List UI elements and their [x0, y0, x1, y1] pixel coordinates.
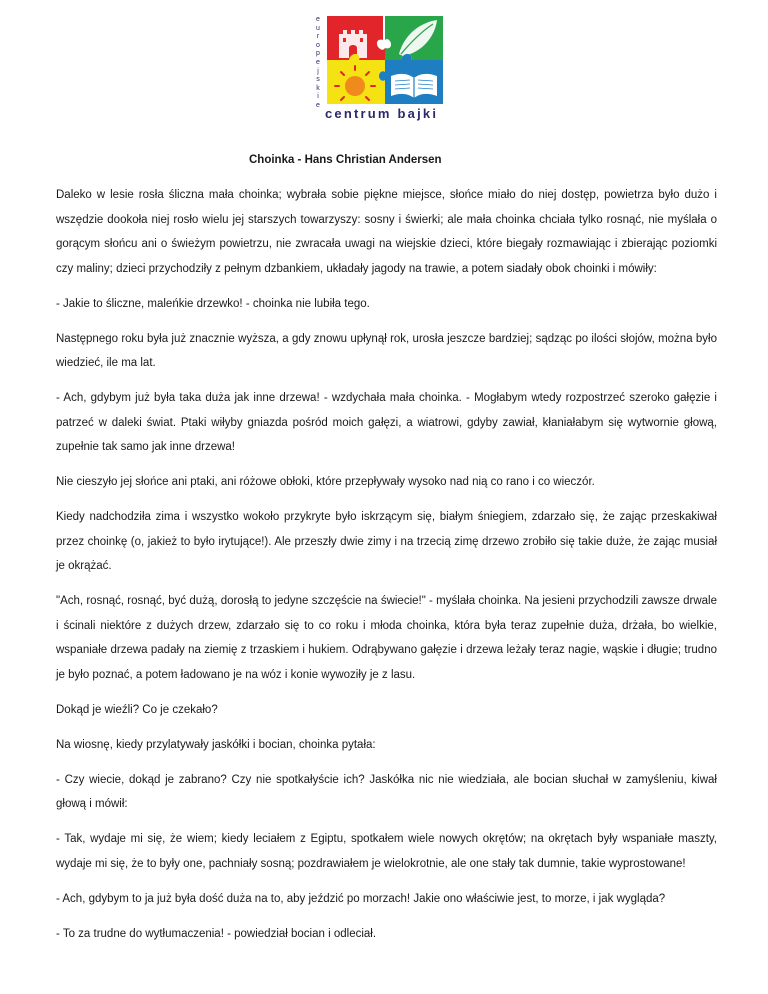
logo-letter: e [316, 58, 320, 66]
paragraph: Dokąd je wieźli? Co je czekało? [56, 703, 218, 716]
logo-letter: e [316, 101, 320, 109]
paragraph: Nie cieszyło jej słońce ani ptaki, ani różowe obłoki, które przepływały wysoko nad nią co rano i co wieczór. [56, 476, 595, 488]
story-title: Choinka - Hans Christian Andersen [249, 154, 442, 166]
paragraph: Kiedy nadchodziła zima i wszystko wokoło przykryte było iskrzącym się, białym śniegiem, zdarzało się, że zając przeskakiwał przez choinkę (o, jakież to było irytujące!). Ale przeszły dwie zimy i na trzecią zimę drzewo zrobiło się takie duże, że zając musiał je okrążać. [56, 511, 717, 572]
logo-wordmark: centrum bajki [325, 106, 439, 121]
logo-letter: o [316, 41, 320, 49]
paragraph: - Tak, wydaje mi się, że wiem; kiedy leciałem z Egiptu, spotkałem wiele nowych okrętów; na okrętach były wspaniałe maszty, wydaje mi się, że to były one, pachniały sosną; pozdrawiałem je wielokrotnie, ale one stały tak dumnie, takie wyprostowane! [56, 833, 717, 870]
logo-letter: i [317, 93, 319, 101]
paragraph: Następnego roku była już znacznie wyższa, a gdy znowu upłynął rok, urosła jeszcze bardziej; sądząc po ilości słojów, można było wiedzieć, ile ma lat. [56, 332, 717, 369]
logo-letter: r [316, 33, 320, 41]
paragraph: Na wiosnę, kiedy przylatywały jaskółki i bocian, choinka pytała: [56, 738, 376, 751]
logo-letter: k [316, 84, 320, 92]
paragraph: "Ach, rosnąć, rosnąć, być dużą, dorosłą to jedyne szczęście na świecie!" - myślała choinka. Na jesieni przychodzili zawsze drwale i ścinali niektóre z dużych drzew, zdarzało się to co roku i młoda choinka, która była teraz zupełnie duża, drżała, bo wielkie, wspaniałe drzewa padały na ziemię z trzaskiem i hukiem. Odrąbywano gałęzie i drzewa leżały teraz nagie, wąskie i długie; trudno je było poznać, a potem ładowano je na wóz i konie wywoziły je z lasu. [56, 595, 717, 681]
book-icon [379, 54, 443, 104]
logo-letter: p [316, 50, 320, 58]
paragraph: Daleko w lesie rosła śliczna mała choinka; wybrała sobie piękne miejsce, słońce miało do niej dostęp, powietrza było dużo i wszędzie dookoła niej rosło wielu jej starszych towarzyszy: sosny i świerki; ale mała choinka chciała tylko rosnąć, nie myślała o gorącym słońcu ani o świeżym powietrzu, nie zwracała uwagi na wiejskie dzieci, które biegały rozmawiając i zbierając poziomki czy maliny; dzieci przychodziły z pełnym dzbankiem, układały jagody na trawie, a potem siadały obok choinki i mówiły: [56, 189, 717, 275]
logo-vertical-text [313, 16, 323, 111]
logo-letter: s [316, 76, 320, 84]
paragraph: - Czy wiecie, dokąd je zabrano? Czy nie spotkałyście ich? Jaskółka nic nie wiedziała, ale bocian słuchał w zamyśleniu, kiwał głową i mówił: [56, 773, 717, 810]
paragraph: - Ach, gdybym już była taka duża jak inne drzewa! - wzdychała mała choinka. - Mogłabym wtedy rozpostrzeć szeroko gałęzie i patrzeć w daleki świat. Ptaki wiłyby gniazda pośród moich gałęzi, a wiatrowi, gdyby zawiał, kłaniałabym się wytwornie głową, zupełnie tak samo jak inne drzewa! [56, 392, 717, 453]
logo-puzzle-art [325, 14, 445, 106]
paragraph: - Jakie to śliczne, maleńkie drzewko! - choinka nie lubiła tego. [56, 297, 370, 310]
logo [313, 14, 448, 122]
story-body [56, 183, 717, 957]
logo-letter: e [316, 16, 320, 23]
logo-letter: j [317, 67, 319, 75]
sun-icon [327, 54, 385, 104]
paragraph: - To za trudne do wytłumaczenia! - powiedział bocian i odleciał. [56, 927, 377, 940]
logo-letter: u [316, 24, 320, 32]
paragraph: - Ach, gdybym to ja już była dość duża na to, aby jeździć po morzach! Jakie ono właściwie jest, to morze, i jak wygląda? [56, 892, 666, 905]
leaf-icon [385, 16, 443, 61]
